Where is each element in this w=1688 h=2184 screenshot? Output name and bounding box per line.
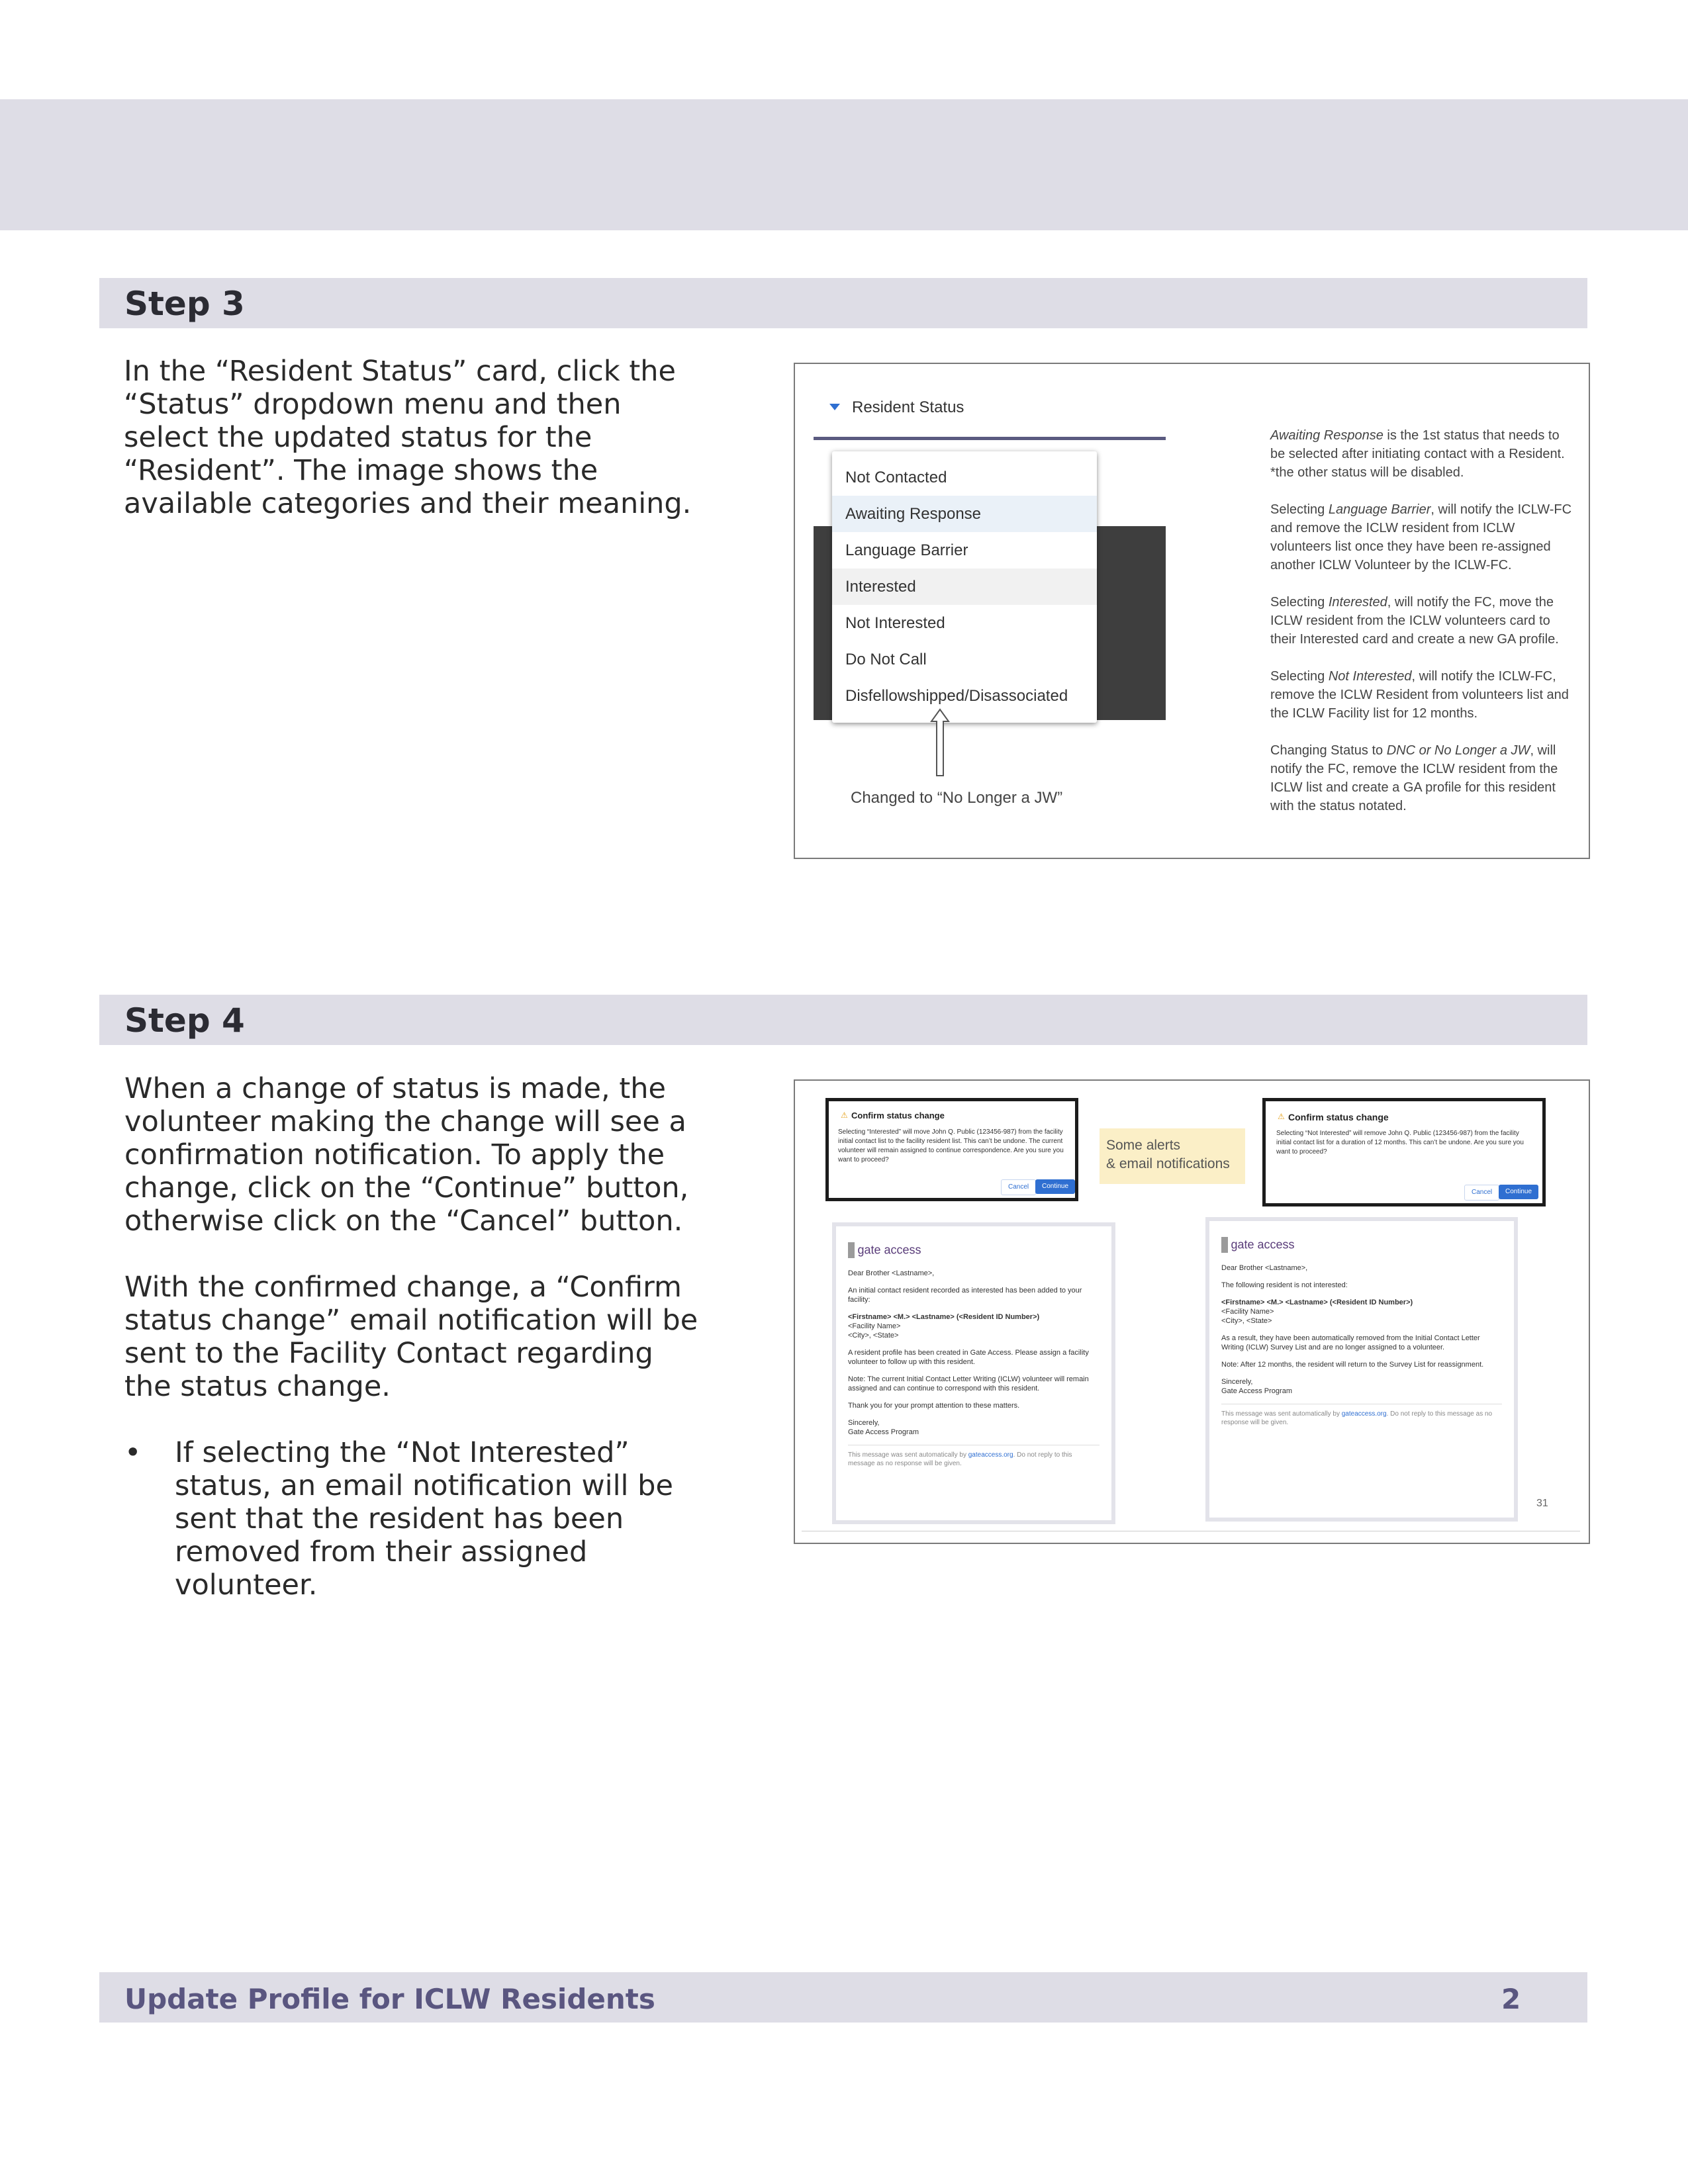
email-right-name: <Firstname> <M.> <Lastname> (<Resident ID Number>) [1221, 1298, 1413, 1306]
email-left-name: <Firstname> <M.> <Lastname> (<Resident ID Number>) [848, 1313, 1040, 1321]
step4-title: Step 4 [124, 1001, 245, 1040]
dialog-left-title: Confirm status change [851, 1111, 945, 1120]
confirm-dialog-right [1262, 1098, 1546, 1206]
warning-icon: ⚠ [1278, 1112, 1285, 1121]
warning-icon: ⚠ [841, 1111, 848, 1120]
gateaccess-link[interactable]: gateaccess.org [1341, 1410, 1387, 1418]
menu-item-disfellowshipped[interactable]: Disfellowshipped/Disassociated [845, 687, 1068, 705]
email-right [1205, 1217, 1518, 1522]
footer-band [99, 1972, 1587, 2023]
menu-item-not-interested[interactable]: Not Interested [845, 614, 945, 632]
email-right-city: <City>, <State> [1221, 1317, 1272, 1325]
dialog-right-title: Confirm status change [1288, 1112, 1389, 1122]
resident-status-header[interactable] [814, 381, 1166, 440]
gate-logo-icon [1221, 1237, 1228, 1253]
step4-heading-band [99, 995, 1587, 1045]
email-left-resident [848, 1312, 1100, 1340]
step3-heading-band [99, 278, 1587, 328]
email-right-l3: Note: After 12 months, the resident will return to the Survey List for reassignment. [1221, 1361, 1484, 1369]
email-right-logo-row [1221, 1237, 1502, 1257]
email-left-logo: gate access [857, 1243, 921, 1257]
up-arrow-icon [930, 708, 950, 777]
note-dnc: Changing Status to DNC or No Longer a JW, will notify the FC, remove the ICLW resident from the ICLW list and create a GA profile for this resident with the status notated. [1270, 743, 1558, 813]
email-left-facility: <Facility Name> [848, 1322, 901, 1330]
menu-item-not-contacted[interactable]: Not Contacted [845, 469, 947, 486]
caret-down-icon [829, 404, 840, 410]
resident-status-title: Resident Status [852, 398, 964, 416]
email-right-sign2: Gate Access Program [1221, 1387, 1292, 1395]
dialog-left-continue-button[interactable]: Continue [1035, 1179, 1075, 1194]
dialog-right-continue-button[interactable]: Continue [1499, 1185, 1538, 1199]
email-right-signature [1221, 1377, 1502, 1396]
email-left-l4: Thank you for your prompt attention to these matters. [848, 1402, 1020, 1410]
email-left-signature [848, 1418, 1100, 1437]
email-right-greeting: Dear Brother <Lastname>, [1221, 1264, 1308, 1272]
step4-bullet: If selecting the “Not Interested” status, an email notification will be sent that the resident has been removed from their assigned volunteer. [175, 1436, 673, 1602]
step4-figure [794, 1079, 1590, 1544]
arrow-caption: Changed to “No Longer a JW” [851, 789, 1063, 807]
email-right-footer: This message was sent automatically by gateaccess.org. Do not reply to this message as no response will be given. [1221, 1410, 1493, 1426]
email-left-greeting: Dear Brother <Lastname>, [848, 1269, 935, 1277]
dialog-left-text: Selecting “Interested” will move John Q. Public (123456-987) from the facility initial contact list to the facility resident list. This can’t be undone. The current volunteer will remain assigned to continue correspondence. Are you sure you want to proceed? [838, 1128, 1064, 1163]
header-band [0, 99, 1688, 230]
email-left-sign2: Gate Access Program [848, 1428, 919, 1436]
email-right-logo: gate access [1231, 1238, 1295, 1251]
email-left-city: <City>, <State> [848, 1332, 899, 1340]
email-left-l1: An initial contact resident recorded as interested has been added to your facility: [848, 1287, 1082, 1304]
slide-number: 31 [1536, 1498, 1548, 1509]
note-language-barrier: Selecting Language Barrier, will notify the ICLW-FC and remove the ICLW resident from ICLW volunteers list once they have been re-assigned another ICLW Volunteer by the ICLW-FC. [1270, 502, 1572, 572]
dialog-left-cancel-button[interactable]: Cancel [1001, 1179, 1036, 1195]
email-right-resident [1221, 1298, 1502, 1326]
email-left-logo-row [848, 1242, 1100, 1262]
note-interested: Selecting Interested, will notify the FC, move the ICLW resident from the ICLW volunteers card to their Interested card and create a new GA profile. [1270, 595, 1559, 647]
footer-page-number: 2 [1501, 1983, 1521, 2015]
note-not-interested: Selecting Not Interested, will notify the ICLW-FC, remove the ICLW Resident from volunteers list and the ICLW Facility list for 12 months. [1270, 669, 1569, 721]
alerts-callout: Some alerts & email notifications [1100, 1128, 1245, 1184]
confirm-dialog-left [825, 1098, 1078, 1201]
step3-title: Step 3 [124, 285, 245, 323]
email-right-l2: As a result, they have been automatically removed from the Initial Contact Letter Writing (ICLW) Survey List and are no longer assigned to a volunteer. [1221, 1334, 1480, 1351]
step3-figure [794, 363, 1590, 859]
step4-bullet-mark: • [124, 1436, 142, 1469]
email-right-facility: <Facility Name> [1221, 1308, 1274, 1316]
dialog-right-cancel-button[interactable]: Cancel [1464, 1185, 1499, 1201]
note-awaiting: Awaiting Response is the 1st status that needs to be selected after initiating contact with a Resident. *the other status will be disabled. [1270, 428, 1565, 480]
email-left [832, 1222, 1115, 1524]
step4-para1: When a change of status is made, the volunteer making the change will see a confirmation notification. To apply the change, click on the “Continue” button, otherwise click on the “Cancel” button. [124, 1072, 689, 1238]
gate-logo-icon [848, 1242, 855, 1258]
menu-item-awaiting-response[interactable]: Awaiting Response [832, 496, 1097, 532]
dialog-right-text: Selecting “Not Interested” will remove John Q. Public (123456-987) from the facility initial contact list for a duration of 12 months. This can’t be undone. Are you sure you want to proceed? [1276, 1130, 1524, 1156]
email-right-sign1: Sincerely, [1221, 1378, 1253, 1386]
menu-item-language-barrier[interactable]: Language Barrier [845, 541, 968, 559]
email-left-footer: This message was sent automatically by gateaccess.org. Do not reply to this message as no response will be given. [848, 1451, 1072, 1467]
status-notes [1270, 426, 1575, 834]
email-left-l3: Note: The current Initial Contact Letter Writing (ICLW) volunteer will remain assigned and can continue to correspond with this resident. [848, 1375, 1089, 1392]
email-left-l2: A resident profile has been created in Gate Access. Please assign a facility volunteer to follow up with this resident. [848, 1349, 1089, 1366]
step4-para2: With the confirmed change, a “Confirm status change” email notification will be sent to the Facility Contact regarding the status change. [124, 1271, 698, 1403]
menu-item-do-not-call[interactable]: Do Not Call [845, 651, 927, 668]
email-right-l1: The following resident is not interested: [1221, 1281, 1348, 1289]
footer-title: Update Profile for ICLW Residents [124, 1983, 655, 2015]
email-left-sign1: Sincerely, [848, 1419, 880, 1427]
menu-item-interested[interactable]: Interested [832, 569, 1097, 605]
gateaccess-link[interactable]: gateaccess.org [968, 1451, 1013, 1459]
status-dropdown-menu [832, 451, 1097, 723]
step3-instructions: In the “Resident Status” card, click the “Status” dropdown menu and then select the updated status for the “Resident”. The image shows the available categories and their meaning. [124, 355, 692, 520]
